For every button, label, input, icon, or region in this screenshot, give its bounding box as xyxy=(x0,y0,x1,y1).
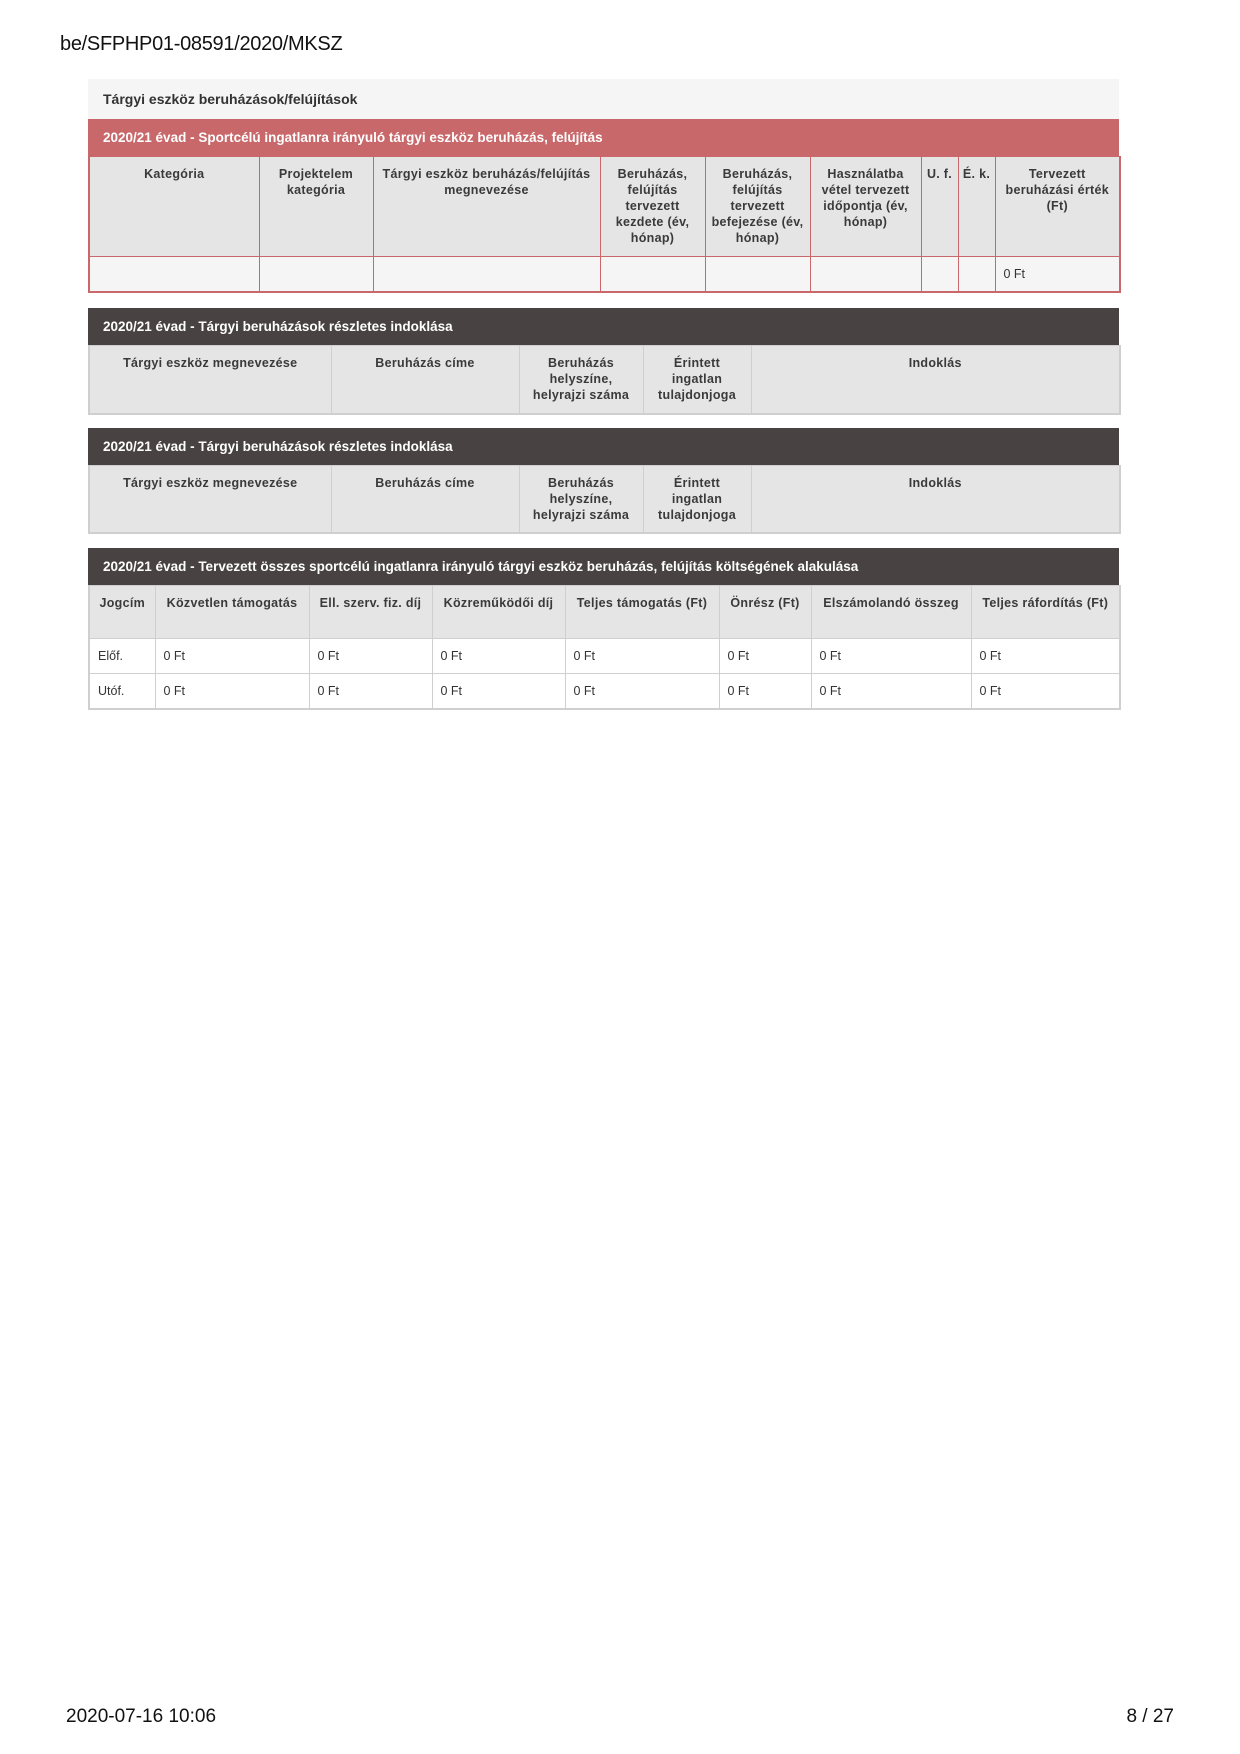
column-header: Közreműködői díj xyxy=(432,586,565,639)
table-cell: 0 Ft xyxy=(565,639,719,674)
footer-timestamp: 2020-07-16 10:06 xyxy=(66,1706,217,1727)
column-header: Közvetlen támogatás xyxy=(155,586,309,639)
footer-page-number: 8 / 27 xyxy=(1126,1706,1174,1727)
column-header: Beruházás, felújítás tervezett befejezése (év, hónap) xyxy=(705,157,810,257)
column-header: Érintett ingatlan tulajdonjoga xyxy=(643,346,751,414)
table-cell xyxy=(810,257,921,293)
table-cell xyxy=(89,257,259,293)
table-cell xyxy=(921,257,958,293)
table-cell xyxy=(705,257,810,293)
column-header: Indoklás xyxy=(751,346,1120,414)
justification-block xyxy=(88,308,1119,415)
column-header: Indoklás xyxy=(751,465,1120,533)
table-cell: 0 Ft xyxy=(811,639,971,674)
table-cell: Előf. xyxy=(89,639,155,674)
column-header: Tervezett beruházási érték (Ft) xyxy=(995,157,1120,257)
table-cell xyxy=(373,257,600,293)
table-cell: 0 Ft xyxy=(719,674,811,710)
table-row xyxy=(89,257,1120,293)
column-header: Projektelem kategória xyxy=(259,157,373,257)
column-header: Elszámolandó összeg xyxy=(811,586,971,639)
table-cell: 0 Ft xyxy=(971,639,1120,674)
table-cell: 0 Ft xyxy=(155,674,309,710)
justification-block xyxy=(88,428,1119,535)
table-cell: 0 Ft xyxy=(995,257,1120,293)
column-header: U. f. xyxy=(921,157,958,257)
column-header: Tárgyi eszköz beruházás/felújítás megnevezése xyxy=(373,157,600,257)
table-cell: 0 Ft xyxy=(432,674,565,710)
column-header: Beruházás címe xyxy=(331,346,519,414)
table-cell xyxy=(958,257,995,293)
investment-block xyxy=(88,119,1119,293)
table-cell: 0 Ft xyxy=(155,639,309,674)
column-header: Kategória xyxy=(89,157,259,257)
column-header: Jogcím xyxy=(89,586,155,639)
column-header: Beruházás helyszíne, helyrajzi száma xyxy=(519,346,643,414)
cost-table-title: 2020/21 évad - Tervezett összes sportcélú ingatlanra irányuló tárgyi eszköz beruházás, felújítás költségének alakulása xyxy=(88,548,1119,585)
section-title: Tárgyi eszköz beruházások/felújítások xyxy=(88,79,1119,119)
column-header: É. k. xyxy=(958,157,995,257)
table-cell xyxy=(259,257,373,293)
column-header: Önrész (Ft) xyxy=(719,586,811,639)
justification-table-title: 2020/21 évad - Tárgyi beruházások részletes indoklása xyxy=(88,428,1119,465)
column-header: Ell. szerv. fiz. díj xyxy=(309,586,432,639)
document-content xyxy=(88,79,1119,710)
table-row xyxy=(89,639,1120,674)
column-header: Beruházás címe xyxy=(331,465,519,533)
cost-table xyxy=(88,585,1121,710)
table-cell: 0 Ft xyxy=(719,639,811,674)
column-header: Érintett ingatlan tulajdonjoga xyxy=(643,465,751,533)
column-header: Használatba vétel tervezett időpontja (év, hónap) xyxy=(810,157,921,257)
investment-table-title: 2020/21 évad - Sportcélú ingatlanra irányuló tárgyi eszköz beruházás, felújítás xyxy=(88,119,1119,156)
table-cell: 0 Ft xyxy=(432,639,565,674)
table-cell: 0 Ft xyxy=(971,674,1120,710)
column-header: Beruházás helyszíne, helyrajzi száma xyxy=(519,465,643,533)
justification-table-title: 2020/21 évad - Tárgyi beruházások részletes indoklása xyxy=(88,308,1119,345)
investment-table xyxy=(88,156,1121,293)
table-cell: 0 Ft xyxy=(811,674,971,710)
table-cell: 0 Ft xyxy=(309,674,432,710)
table-cell: Utóf. xyxy=(89,674,155,710)
table-row xyxy=(89,674,1120,710)
column-header: Teljes ráfordítás (Ft) xyxy=(971,586,1120,639)
table-cell xyxy=(600,257,705,293)
justification-table xyxy=(88,465,1121,535)
column-header: Beruházás, felújítás tervezett kezdete (év, hónap) xyxy=(600,157,705,257)
justification-table xyxy=(88,345,1121,415)
document-id: be/SFPHP01-08591/2020/MKSZ xyxy=(60,33,343,55)
column-header: Teljes támogatás (Ft) xyxy=(565,586,719,639)
column-header: Tárgyi eszköz megnevezése xyxy=(89,465,331,533)
column-header: Tárgyi eszköz megnevezése xyxy=(89,346,331,414)
table-cell: 0 Ft xyxy=(309,639,432,674)
table-cell: 0 Ft xyxy=(565,674,719,710)
cost-block xyxy=(88,548,1119,710)
